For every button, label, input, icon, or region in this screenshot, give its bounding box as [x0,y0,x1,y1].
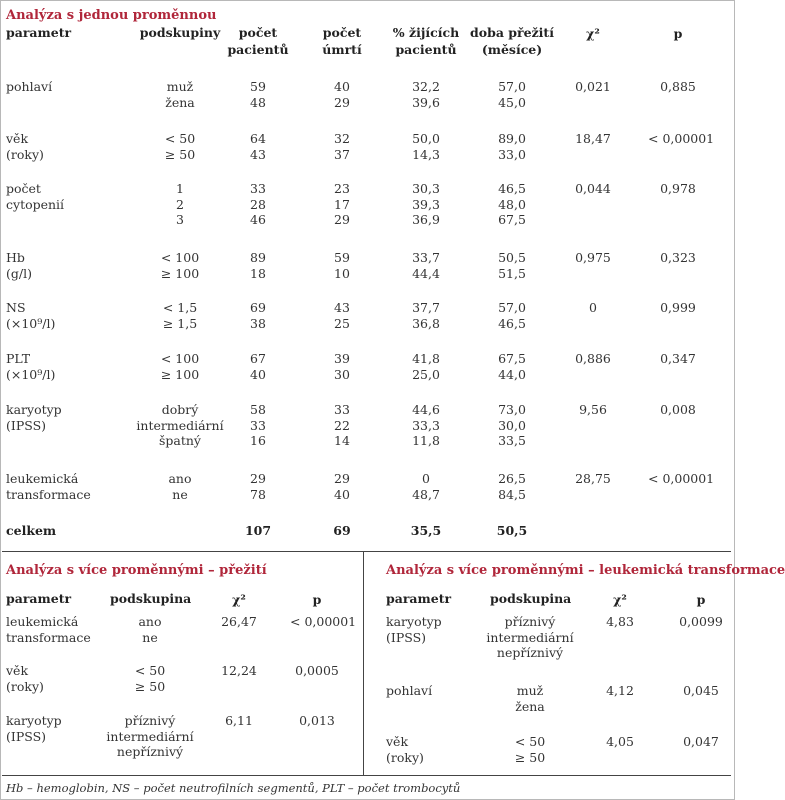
row-umrti: 23 17 29 [334,181,350,227]
row-umrti: 43 25 [334,300,350,331]
ml-row-p: 0,0099 [679,614,723,629]
ms-row-p: < 0,00001 [290,614,357,629]
ml-header-podskupina: podskupina [490,591,572,606]
ml-row-parametr: pohlaví [386,683,433,698]
row-p: 0,323 [660,250,696,265]
row-umrti: 40 29 [334,79,350,110]
row-zijicich: 44,6 33,3 11,8 [412,402,440,448]
row-podskupiny: ano ne [168,471,192,502]
row-pacientu: 58 33 16 [250,402,266,448]
row-parametr: počet cytopenií [6,181,65,212]
row-p: < 0,00001 [648,471,715,486]
multi-leukemic-title: Analýza s více proměnnými – leukemická transformace [386,563,785,578]
ml-row-podskupina: muž žena [515,683,545,714]
row-umrti: 33 22 14 [334,402,350,448]
row-pacientu: 89 18 [250,250,266,281]
row-doba: 67,5 44,0 [498,351,526,382]
row-p: 0,978 [660,181,696,196]
row-zijicich: 41,8 25,0 [412,351,440,382]
row-chi: 0 [589,300,597,315]
row-podskupiny: 1 2 3 [176,181,184,227]
single-analysis-title: Analýza s jednou proměnnou [6,8,217,23]
row-parametr: NS (×10⁹/l) [6,300,56,331]
ms-row-chi: 26,47 [221,614,257,629]
ml-header-chi: χ² [613,592,627,607]
header-zijicich: % žijících pacientů [392,25,460,57]
row-umrti: 29 40 [334,471,350,502]
row-parametr: leukemická transformace [6,471,91,502]
row-doba: 57,0 45,0 [498,79,526,110]
ms-header-podskupina: podskupina [110,591,192,606]
total-umrti: 69 [333,523,351,538]
row-zijicich: 30,3 39,3 36,9 [412,181,440,227]
row-parametr: PLT (×10⁹/l) [6,351,56,382]
header-parametr: parametr [6,25,72,40]
row-pacientu: 29 78 [250,471,266,502]
row-p: 0,347 [660,351,696,366]
row-zijicich: 32,2 39,6 [412,79,440,110]
ms-header-parametr: parametr [6,591,72,606]
ml-row-chi: 4,83 [606,614,634,629]
row-doba: 50,5 51,5 [498,250,526,281]
row-podskupiny: muž žena [165,79,195,110]
row-chi: 28,75 [575,471,611,486]
ml-row-p: 0,047 [683,734,719,749]
ms-row-parametr: věk (roky) [6,663,44,694]
row-chi: 9,56 [579,402,607,417]
row-doba: 46,5 48,0 67,5 [498,181,526,227]
row-zijicich: 50,0 14,3 [412,131,440,162]
row-p: 0,999 [660,300,696,315]
ms-row-podskupina: příznivý intermediární nepříznivý [106,713,194,759]
ml-row-parametr: karyotyp (IPSS) [386,614,442,645]
ml-header-parametr: parametr [386,591,452,606]
row-zijicich: 37,7 36,8 [412,300,440,331]
total-label: celkem [6,523,57,538]
row-doba: 26,5 84,5 [498,471,526,502]
ml-row-chi: 4,05 [606,734,634,749]
ms-row-podskupina: ano ne [138,614,162,645]
row-p: < 0,00001 [648,131,715,146]
footnote: Hb – hemoglobin, NS – počet neutrofilních segmentů, PLT – počet trombocytů [6,781,461,795]
row-podskupiny: < 50 ≥ 50 [164,131,196,162]
row-pacientu: 59 48 [250,79,266,110]
row-zijicich: 0 48,7 [412,471,440,502]
ml-row-parametr: věk (roky) [386,734,424,765]
row-p: 0,008 [660,402,696,417]
row-umrti: 59 10 [334,250,350,281]
ms-row-parametr: leukemická transformace [6,614,91,645]
ml-row-chi: 4,12 [606,683,634,698]
row-doba: 73,0 30,0 33,5 [498,402,526,448]
total-zijicich: 35,5 [410,523,442,538]
row-doba: 57,0 46,5 [498,300,526,331]
column-divider [363,551,364,775]
ms-header-chi: χ² [232,592,246,607]
row-chi: 0,975 [575,250,611,265]
header-pocet-pacientu: počet pacientů [227,25,289,57]
row-zijicich: 33,7 44,4 [412,250,440,281]
ml-row-podskupina: příznivý intermediární nepříznivý [486,614,574,660]
row-pacientu: 69 38 [250,300,266,331]
header-doba-preziti: doba přežití (měsíce) [470,25,554,57]
header-podskupiny: podskupiny [139,25,221,40]
row-chi: 0,021 [575,79,611,94]
multi-survival-title: Analýza s více proměnnými – přežití [6,563,267,578]
row-chi: 0,886 [575,351,611,366]
row-podskupiny: dobrý intermediární špatný [136,402,224,448]
row-parametr: Hb (g/l) [6,250,32,281]
row-parametr: karyotyp (IPSS) [6,402,62,433]
row-pacientu: 33 28 46 [250,181,266,227]
ms-header-p: p [312,592,322,607]
row-parametr: pohlaví [6,79,53,94]
row-chi: 0,044 [575,181,611,196]
header-p: p [673,26,683,41]
row-umrti: 32 37 [334,131,350,162]
header-chi: χ² [586,26,600,41]
ms-row-chi: 6,11 [225,713,253,728]
row-pacientu: 64 43 [250,131,266,162]
ms-row-p: 0,0005 [295,663,339,678]
ms-row-chi: 12,24 [221,663,257,678]
row-podskupiny: < 100 ≥ 100 [160,351,200,382]
row-doba: 89,0 33,0 [498,131,526,162]
ms-row-podskupina: < 50 ≥ 50 [134,663,166,694]
ml-row-podskupina: < 50 ≥ 50 [514,734,546,765]
ml-header-p: p [696,592,706,607]
row-podskupiny: < 100 ≥ 100 [160,250,200,281]
ms-row-p: 0,013 [299,713,335,728]
footnote-divider [2,775,731,776]
total-pacientu: 107 [244,523,272,538]
row-pacientu: 67 40 [250,351,266,382]
row-parametr: věk (roky) [6,131,44,162]
row-chi: 18,47 [575,131,611,146]
header-pocet-umrti: počet úmrtí [322,25,362,57]
section-divider [2,551,731,552]
row-p: 0,885 [660,79,696,94]
total-doba: 50,5 [496,523,528,538]
row-podskupiny: < 1,5 ≥ 1,5 [162,300,198,331]
ml-row-p: 0,045 [683,683,719,698]
ms-row-parametr: karyotyp (IPSS) [6,713,62,744]
row-umrti: 39 30 [334,351,350,382]
